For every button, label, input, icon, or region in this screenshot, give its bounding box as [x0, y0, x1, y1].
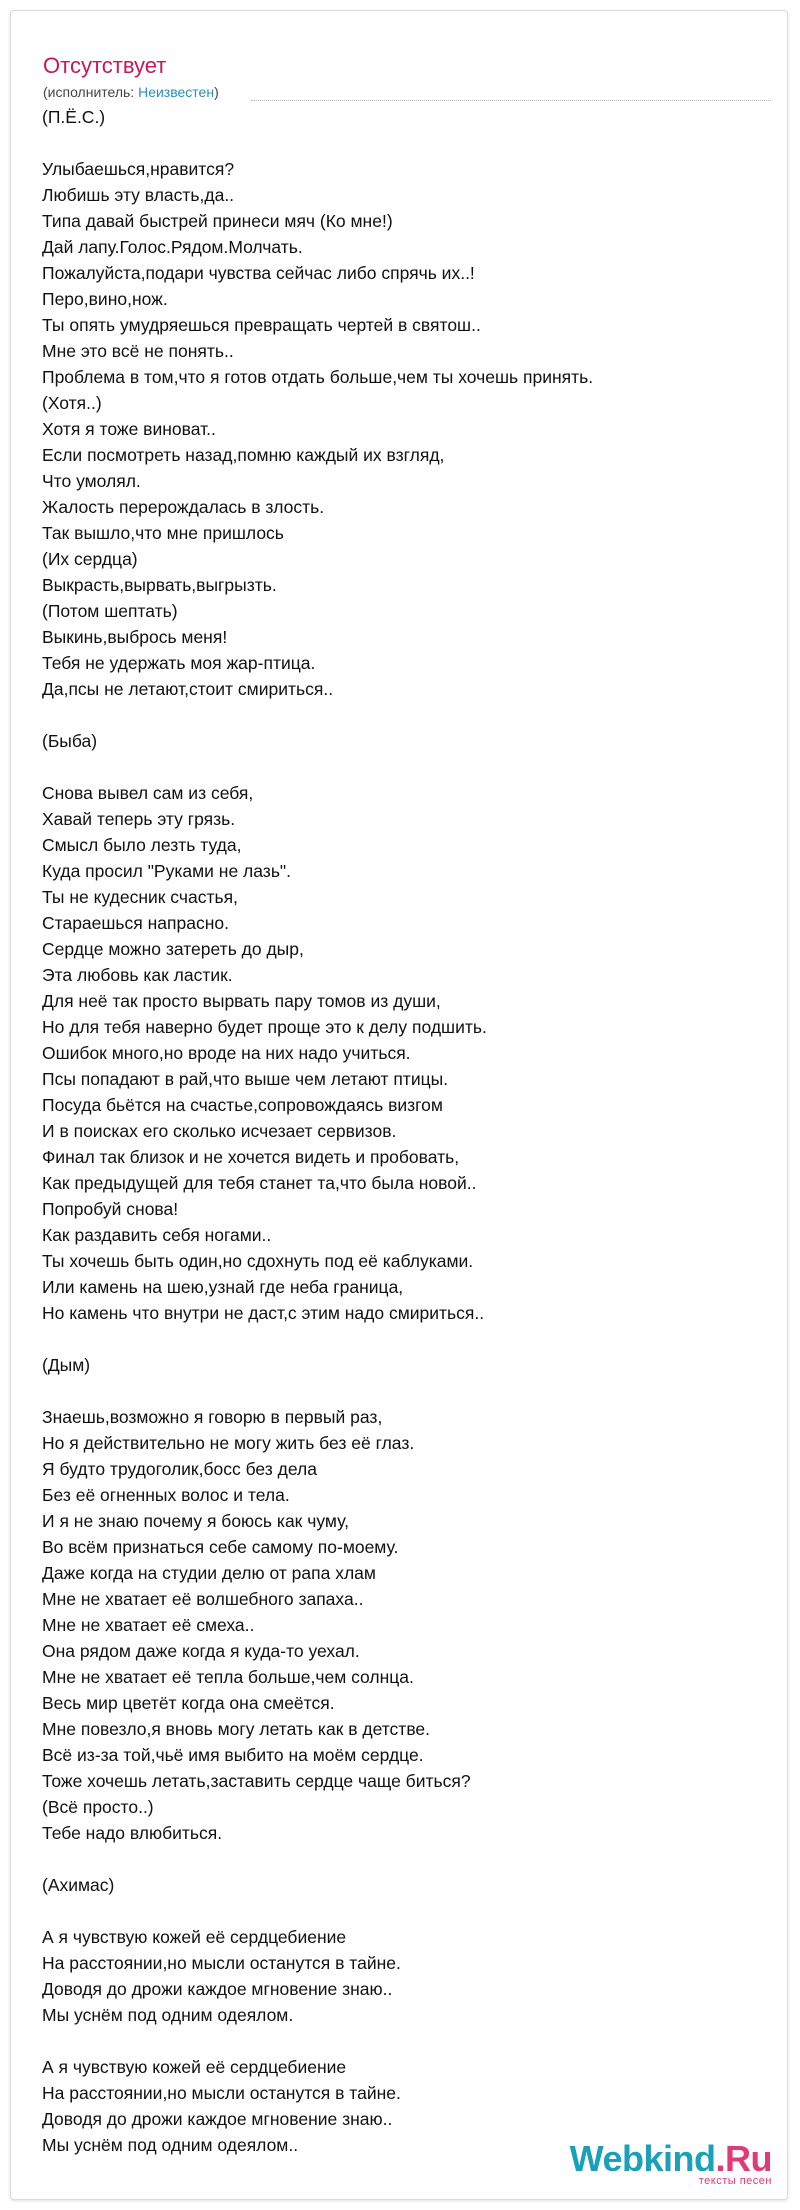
lyric-line: Тебя не удержать моя жар-птица. — [42, 653, 316, 673]
lyric-line: Куда просил "Руками не лазь". — [42, 861, 292, 881]
lyric-line: Попробуй снова! — [42, 1199, 179, 1219]
lyric-line: Ошибок много,но вроде на них надо учиться. — [42, 1043, 411, 1063]
lyric-line: Мне не хватает её тепла больше,чем солнца. — [42, 1667, 414, 1687]
artist-link[interactable]: Неизвестен — [138, 84, 215, 100]
lyric-line: Знаешь,возможно я говорю в первый раз, — [42, 1407, 383, 1427]
lyric-line: Любишь эту власть,да.. — [42, 185, 235, 205]
lyric-line: (Ахимас) — [42, 1875, 115, 1895]
lyric-line: Ты не кудесник счастья, — [42, 887, 238, 907]
lyric-line: Мне не хватает её смеха.. — [42, 1615, 255, 1635]
lyric-line: (Хотя..) — [42, 393, 102, 413]
lyric-line: Ты хочешь быть один,но сдохнуть под её каблуками. — [42, 1251, 474, 1271]
lyric-line: Мне повезло,я вновь могу летать как в детстве. — [42, 1719, 431, 1739]
lyric-line: Дай лапу.Голос.Рядом.Молчать. — [42, 237, 303, 257]
artist-line — [43, 83, 219, 101]
lyric-line: Но камень что внутри не даст,с этим надо смириться.. — [42, 1303, 485, 1323]
lyric-line: Без её огненных волос и тела. — [42, 1485, 290, 1505]
lyric-line: На расстоянии,но мысли останутся в тайне. — [42, 2083, 401, 2103]
lyric-line: Хавай теперь эту грязь. — [42, 809, 236, 829]
lyric-line: Проблема в том,что я готов отдать больше,чем ты хочешь принять. — [42, 367, 594, 387]
lyric-line: Хотя я тоже виноват.. — [42, 419, 216, 439]
logo-main: Webkind — [569, 2138, 716, 2179]
lyric-line: Выкинь,выбрось меня! — [42, 627, 228, 647]
lyric-line: Тебе надо влюбиться. — [42, 1823, 223, 1843]
lyric-line: И в поисках его сколько исчезает сервизов. — [42, 1121, 397, 1141]
lyric-line: Сердце можно затереть до дыр, — [42, 939, 304, 959]
lyric-line: Или камень на шею,узнай где неба граница, — [42, 1277, 404, 1297]
lyric-line: Но я действительно не могу жить без её глаз. — [42, 1433, 415, 1453]
lyric-line: Да,псы не летают,стоит смириться.. — [42, 679, 334, 699]
header-divider — [251, 100, 771, 101]
lyric-line: Если посмотреть назад,помню каждый их взгляд, — [42, 445, 445, 465]
lyric-line: (Их сердца) — [42, 549, 138, 569]
lyric-line: Всё из-за той,чьё имя выбито на моём сердце. — [42, 1745, 424, 1765]
lyric-line: (Всё просто..) — [42, 1797, 154, 1817]
lyric-line: Как раздавить себя ногами.. — [42, 1225, 272, 1245]
lyric-line: Как предыдущей для тебя станет та,что была новой.. — [42, 1173, 477, 1193]
lyric-line: Мы уснём под одним одеялом. — [42, 2005, 294, 2025]
lyric-line: Перо,вино,нож. — [42, 289, 168, 309]
lyric-line: Снова вывел сам из себя, — [42, 783, 254, 803]
lyric-line: Псы попадают в рай,что выше чем летают птицы. — [42, 1069, 449, 1089]
lyric-line: Весь мир цветёт когда она смеётся. — [42, 1693, 335, 1713]
lyric-line: Улыбаешься,нравится? — [42, 159, 235, 179]
lyric-line: А я чувствую кожей её сердцебиение — [42, 1927, 347, 1947]
site-logo[interactable] — [569, 2138, 772, 2187]
lyric-line: Доводя до дрожи каждое мгновение знаю.. — [42, 2109, 393, 2129]
lyric-line: Тоже хочешь летать,заставить сердце чаще биться? — [42, 1771, 471, 1791]
song-title: Отсутствует — [43, 53, 167, 78]
lyric-line: Эта любовь как ластик. — [42, 965, 233, 985]
lyric-line: Я будто трудоголик,босс без дела — [42, 1459, 317, 1479]
lyric-line: Пожалуйста,подари чувства сейчас либо спрячь их..! — [42, 263, 475, 283]
lyric-line: Типа давай быстрей принеси мяч (Ко мне!) — [42, 211, 393, 231]
lyric-line: А я чувствую кожей её сердцебиение — [42, 2057, 347, 2077]
lyric-line: Так вышло,что мне пришлось — [42, 523, 284, 543]
lyric-line: Выкрасть,вырвать,выгрызть. — [42, 575, 277, 595]
lyric-line: Мне не хватает её волшебного запаха.. — [42, 1589, 364, 1609]
logo-tld: .Ru — [715, 2138, 772, 2179]
logo-name — [569, 2138, 772, 2179]
lyric-line: Посуда бьётся на счастье,сопровождаясь визгом — [42, 1095, 443, 1115]
lyric-line: Для неё так просто вырвать пару томов из души, — [42, 991, 441, 1011]
lyric-line: (П.Ё.С.) — [42, 107, 106, 127]
lyric-line: На расстоянии,но мысли останутся в тайне. — [42, 1953, 401, 1973]
lyric-line: Доводя до дрожи каждое мгновение знаю.. — [42, 1979, 393, 1999]
lyric-line: Даже когда на студии делю от рапа хлам — [42, 1563, 376, 1583]
lyric-line: Смысл было лезть туда, — [42, 835, 242, 855]
lyric-line: (Быба) — [42, 731, 98, 751]
lyric-line: Ты опять умудряешься превращать чертей в святош.. — [42, 315, 481, 335]
lyric-line: Что умолял. — [42, 471, 141, 491]
lyric-line: Мне это всё не понять.. — [42, 341, 234, 361]
lyric-line: Стараешься напрасно. — [42, 913, 229, 933]
lyric-line: Во всём признаться себе самому по-моему. — [42, 1537, 399, 1557]
lyric-line: И я не знаю почему я боюсь как чуму, — [42, 1511, 349, 1531]
lyric-line: Она рядом даже когда я куда-то уехал. — [42, 1641, 360, 1661]
lyric-line: (Потом шептать) — [42, 601, 178, 621]
artist-suffix: ) — [214, 84, 219, 100]
lyric-line: (Дым) — [42, 1355, 91, 1375]
lyrics-text — [42, 104, 762, 2158]
lyric-line: Мы уснём под одним одеялом.. — [42, 2135, 299, 2155]
lyric-line: Финал так близок и не хочется видеть и пробовать, — [42, 1147, 460, 1167]
lyric-line: Но для тебя наверно будет проще это к делу подшить. — [42, 1017, 487, 1037]
lyric-line: Жалость перерождалась в злость. — [42, 497, 325, 517]
artist-prefix: (исполнитель: — [43, 84, 139, 100]
logo-tagline: тексты песен — [698, 2175, 772, 2187]
